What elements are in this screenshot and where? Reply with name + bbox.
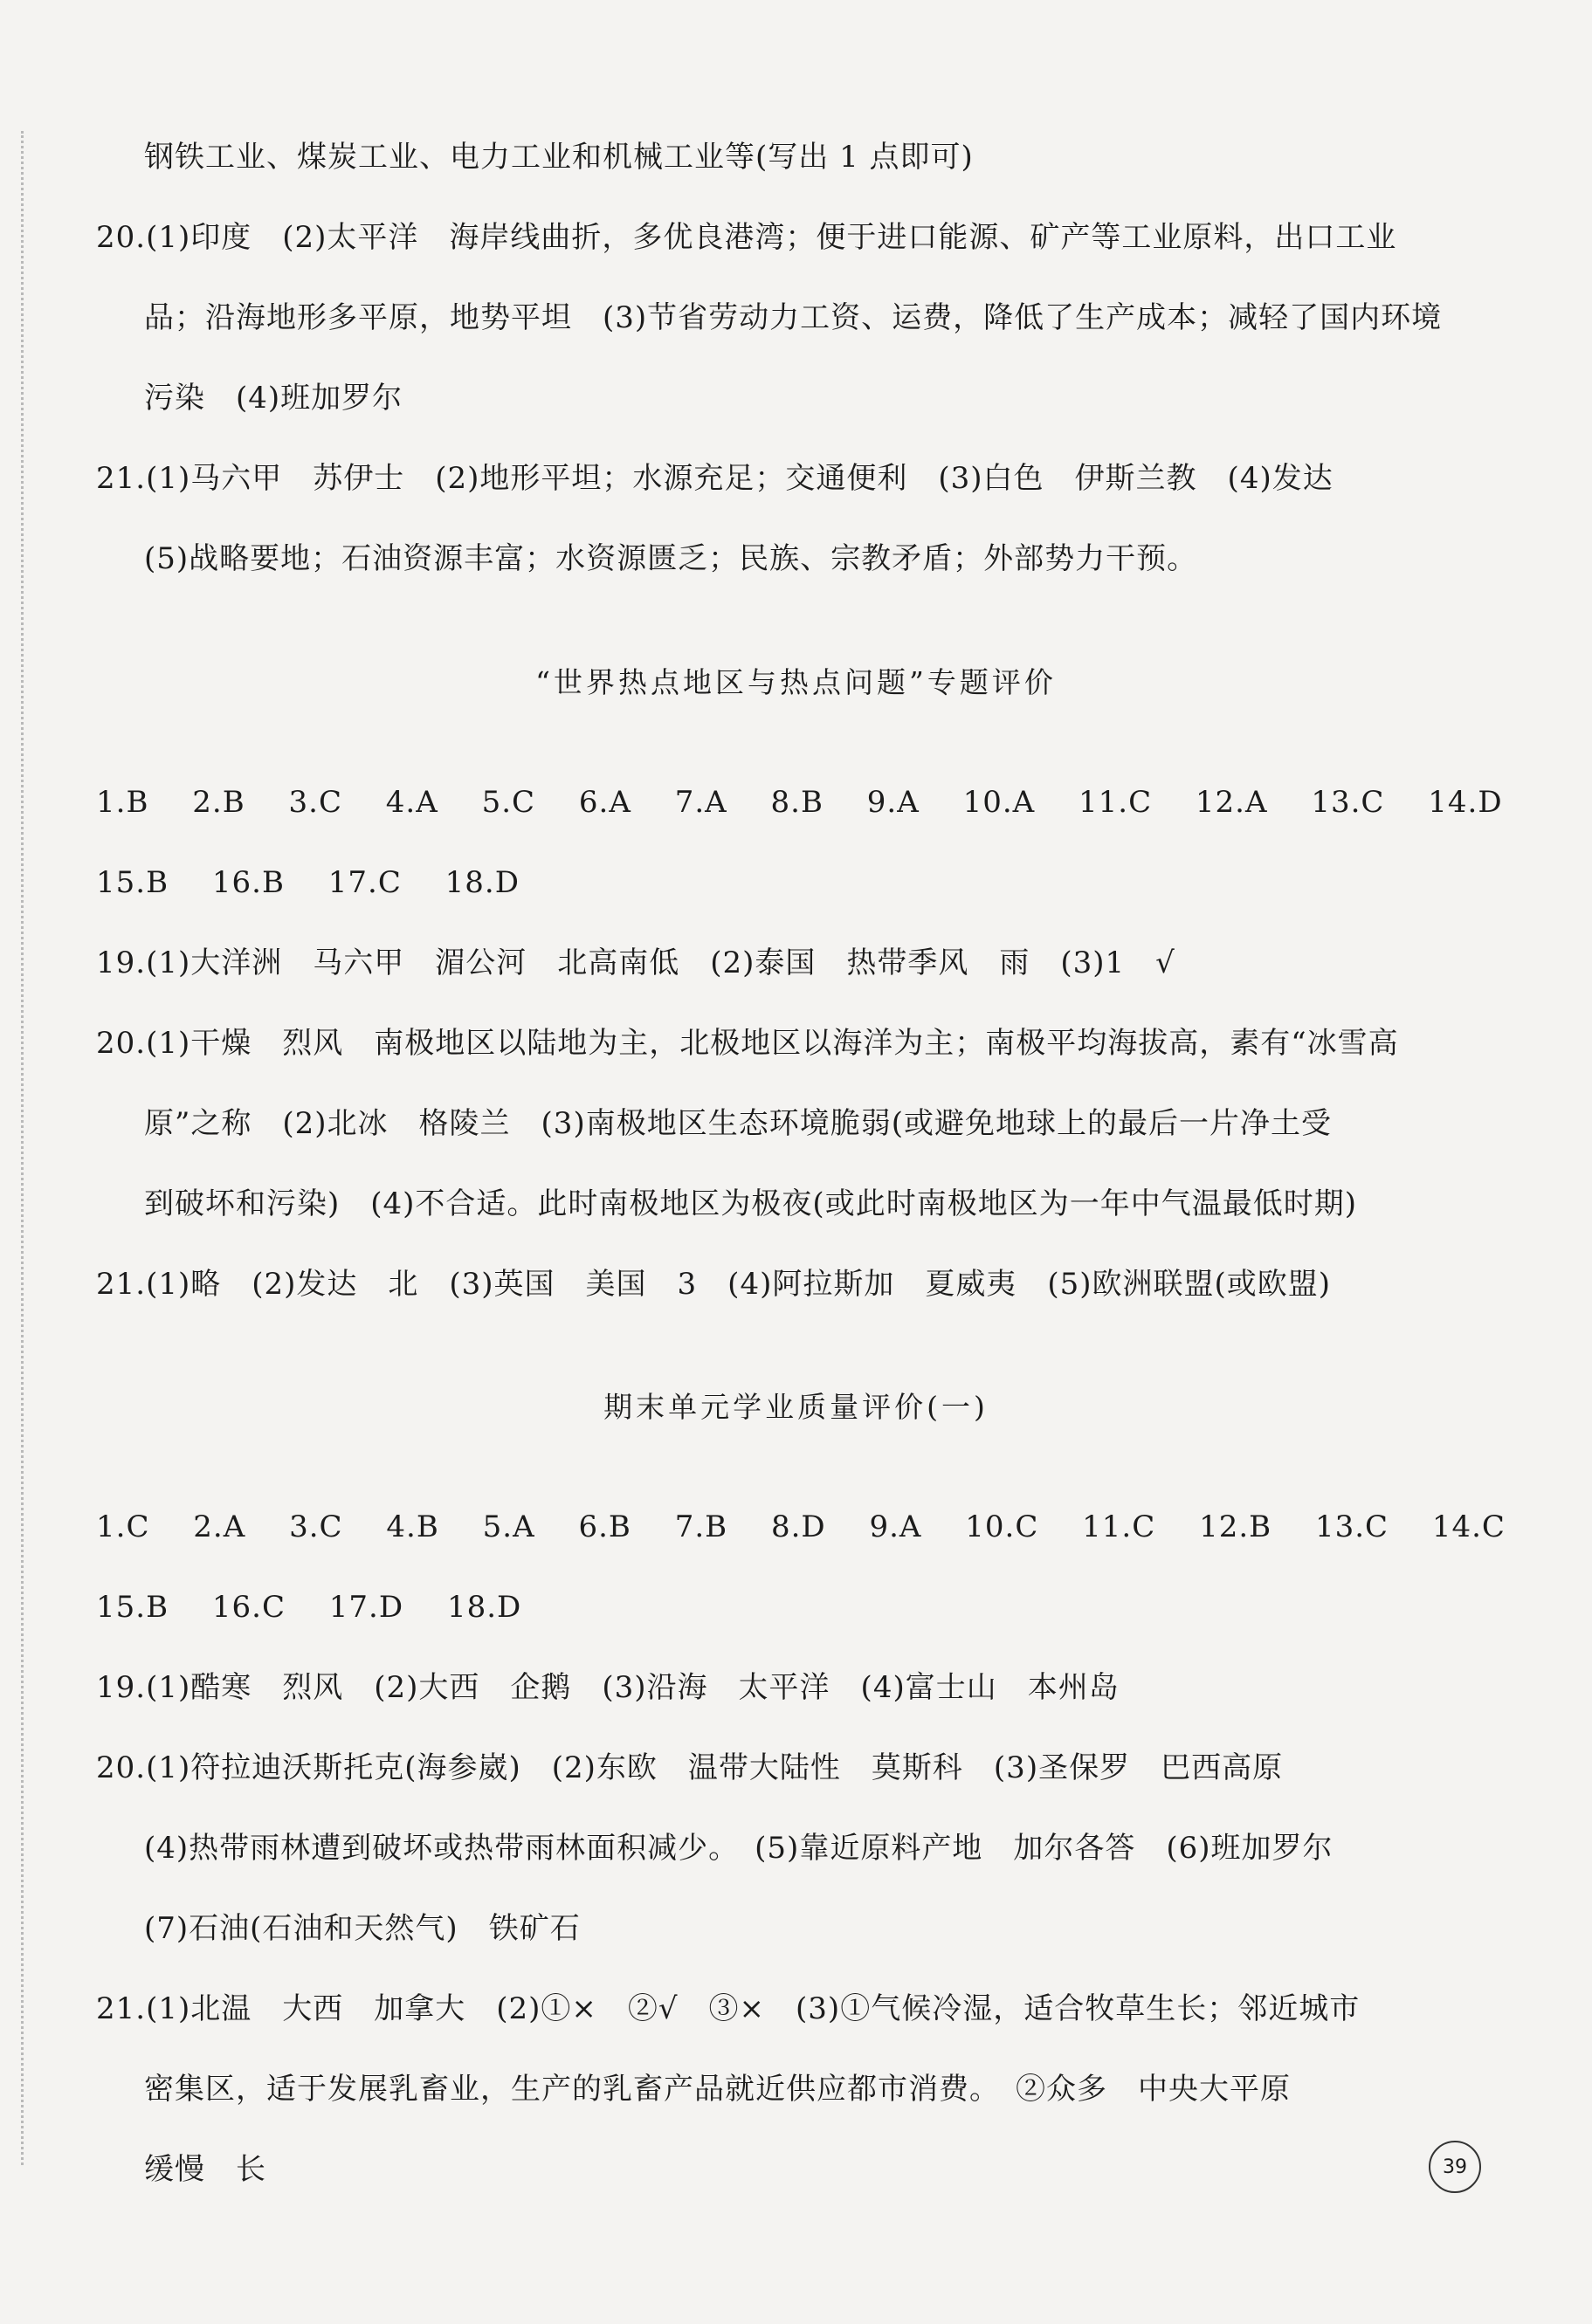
answer-line: (7)石油(石油和天然气) 铁矿石 [144, 1911, 581, 1946]
mc-answers-row [96, 1508, 1506, 1546]
answer-line: (5)战略要地；石油资源丰富；水资源匮乏；民族、宗教矛盾；外部势力干预。 [144, 541, 1198, 576]
mc-answer: 5.C [481, 785, 536, 820]
answer-line: 20.(1)符拉迪沃斯托克(海参崴) (2)东欧 温带大陆性 莫斯科 (3)圣保罗 巴西高原 [96, 1750, 1284, 1785]
answer-line: 污染 (4)班加罗尔 [144, 381, 403, 416]
answer-line: 缓慢 长 [144, 2152, 266, 2187]
mc-answer: 13.C [1311, 785, 1385, 820]
mc-answer: 10.C [965, 1509, 1039, 1544]
page-number: 39 [1429, 2141, 1481, 2193]
mc-answer: 4.B [386, 1509, 439, 1544]
section-title: “世界热点地区与热点问题”专题评价 [535, 665, 1057, 699]
mc-answer: 9.A [866, 785, 920, 820]
mc-answer: 7.A [674, 785, 727, 820]
answer-line: 到破坏和污染) (4)不合适。此时南极地区为极夜(或此时南极地区为一年中气温最低时期) [144, 1186, 1357, 1221]
mc-answer: 14.C [1431, 1509, 1506, 1544]
answer-line: 21.(1)马六甲 苏伊士 (2)地形平坦；水源充足；交通便利 (3)白色 伊斯兰教 (4)发达 [96, 461, 1334, 496]
mc-answer: 5.A [482, 1509, 535, 1544]
mc-answer: 17.D [328, 1590, 404, 1625]
answer-line: 品；沿海地形多平原，地势平坦 (3)节省劳动力工资、运费，降低了生产成本；减轻了国内环境 [144, 300, 1443, 335]
answer-line: 20.(1)印度 (2)太平洋 海岸线曲折，多优良港湾；便于进口能源、矿产等工业原料，出口工业 [96, 220, 1397, 255]
answer-line: (4)热带雨林遭到破坏或热带雨林面积减少。 (5)靠近原料产地 加尔各答 (6)班加罗尔 [144, 1831, 1334, 1866]
mc-answer: 2.A [193, 1509, 246, 1544]
mc-answer: 8.B [770, 785, 824, 820]
mc-answer: 11.C [1079, 785, 1153, 820]
mc-answer: 6.A [578, 785, 631, 820]
mc-answer: 18.D [446, 1590, 522, 1625]
answer-line: 20.(1)干燥 烈风 南极地区以陆地为主，北极地区以海洋为主；南极平均海拔高，素有“冰雪高 [96, 1026, 1399, 1061]
answer-line: 19.(1)酷寒 烈风 (2)大西 企鹅 (3)沿海 太平洋 (4)富士山 本州岛 [96, 1670, 1120, 1705]
mc-answer: 15.B [96, 1590, 169, 1625]
mc-answer: 6.B [578, 1509, 631, 1544]
mc-answer: 9.A [869, 1509, 922, 1544]
mc-answer: 13.C [1314, 1509, 1389, 1544]
mc-answer: 14.D [1428, 785, 1503, 820]
answer-line: 密集区，适于发展乳畜业，生产的乳畜产品就近供应都市消费。 ②众多 中央大平原 [144, 2072, 1291, 2107]
mc-answer: 4.A [385, 785, 438, 820]
answer-line: 19.(1)大洋洲 马六甲 湄公河 北高南低 (2)泰国 热带季风 雨 (3)1 √ [96, 945, 1175, 980]
mc-answer: 15.B [96, 865, 169, 900]
binding-margin-rule [21, 131, 24, 2165]
mc-answers-row [96, 1588, 521, 1626]
mc-answer: 12.B [1199, 1509, 1272, 1544]
mc-answers-row [96, 863, 520, 902]
answer-line: 21.(1)略 (2)发达 北 (3)英国 美国 3 (4)阿拉斯加 夏威夷 (5)欧洲联盟(或欧盟) [96, 1267, 1332, 1302]
answer-line: 原”之称 (2)北冰 格陵兰 (3)南极地区生态环境脆弱(或避免地球上的最后一片净土受 [144, 1106, 1332, 1141]
mc-answer: 2.B [192, 785, 245, 820]
mc-answer: 12.A [1195, 785, 1268, 820]
mc-answer: 1.B [96, 785, 149, 820]
mc-answer: 16.B [211, 865, 285, 900]
answer-line: 21.(1)北温 大西 加拿大 (2)①× ②√ ③× (3)①气候冷湿，适合牧草生长；邻近城市 [96, 1991, 1361, 2026]
mc-answers-row [96, 783, 1503, 822]
mc-answer: 3.C [288, 785, 342, 820]
mc-answer: 11.C [1082, 1509, 1156, 1544]
mc-answer: 3.C [289, 1509, 343, 1544]
section-title: 期末单元学业质量评价(一) [603, 1390, 989, 1424]
mc-answer: 18.D [445, 865, 520, 900]
mc-answer: 7.B [674, 1509, 728, 1544]
mc-answer: 1.C [96, 1509, 150, 1544]
mc-answer: 10.A [962, 785, 1036, 820]
answer-line: 钢铁工业、煤炭工业、电力工业和机械工业等(写出 1 点即可) [144, 140, 974, 175]
mc-answer: 8.D [770, 1509, 826, 1544]
mc-answer: 17.C [327, 865, 402, 900]
mc-answer: 16.C [211, 1590, 286, 1625]
